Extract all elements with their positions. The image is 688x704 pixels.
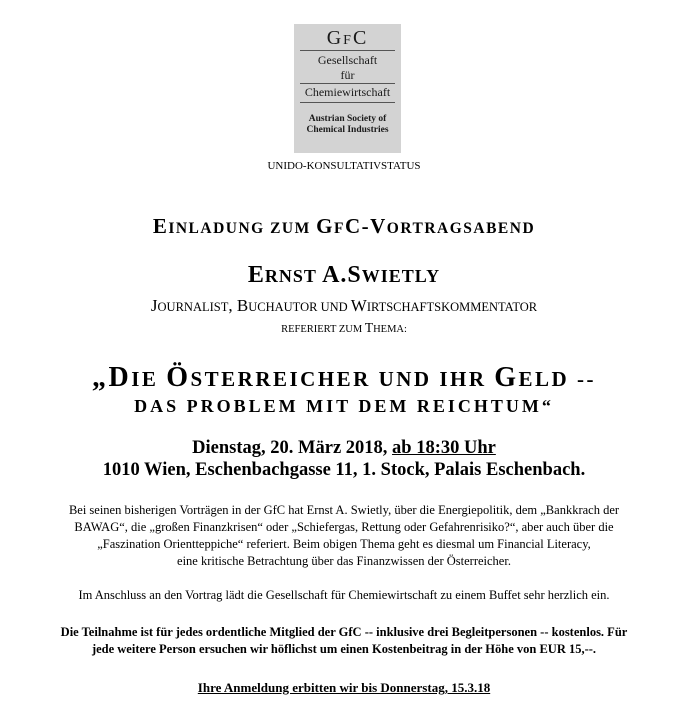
registration-deadline: Ihre Anmeldung erbitten wir bis Donnerstag, 15.3.18 [197,680,491,695]
logo-acronym: GFC [326,27,369,49]
event-address: 1010 Wien, Eschenbachgasse 11, 1. Stock, Palais Eschenbach. [102,460,586,480]
gfc-logo [294,24,401,153]
logo-divider [300,102,395,103]
topic-intro: REFERIERT ZUM THEMA: [281,320,407,335]
participation-paragraph: Die Teilnahme ist für jedes ordentliche Mitglied der GfC -- inklusive drei Begleitpersonen -- kostenlos. Für jede weitere Person ersuchen wir höflichst um einen Kostenbeitrag in der Höhe von EUR 15,--. [60,625,628,656]
logo-line-chemiewirtschaft: Chemiewirtschaft [304,85,391,99]
event-time: ab 18:30 Uhr [392,438,496,458]
topic-title-line1: „DIE ÖSTERREICHER UND IHR GELD -- [92,362,596,393]
logo-english-line1: Austrian Society of [308,114,387,124]
description-paragraph: Bei seinen bisherigen Vorträgen in der GfC hat Ernst A. Swietly, über die Energiepolitik, dem „Bankkrach der BAWAG“, die „großen Finanzkrisen“ oder „Schiefergas, Rettung oder Gefahrenrisiko?“, aber auch über die „Faszination Orientteppiche“ referiert. Beim obigen Thema geht es diesmal um Financial Literacy, eine kritische Betrachtung über das Finanzwissen der Österreicher. [68,503,620,568]
invitation-heading: EINLADUNG ZUM GFC-VORTRAGSABEND [152,214,536,238]
speaker-profession: JOURNALIST, BUCHAUTOR UND WIRTSCHAFTSKOMMENTATOR [150,296,538,315]
event-date: Dienstag, 20. März 2018, ab 18:30 Uhr [192,438,496,458]
logo-line-fuer: für [340,68,355,82]
logo-line-gesellschaft: Gesellschaft [317,53,378,67]
logo-divider [300,50,395,51]
consultative-status: UNIDO-KONSULTATIVSTATUS [267,160,421,172]
topic-title-line2: DAS PROBLEM MIT DEM REICHTUM“ [134,396,554,416]
buffet-paragraph: Im Anschluss an den Vortrag lädt die Gesellschaft für Chemiewirtschaft zu einem Buffet sehr herzlich ein. [78,588,610,602]
speaker-name: ERNST A.SWIETLY [247,262,441,288]
logo-english-line2: Chemical Industries [306,125,389,135]
